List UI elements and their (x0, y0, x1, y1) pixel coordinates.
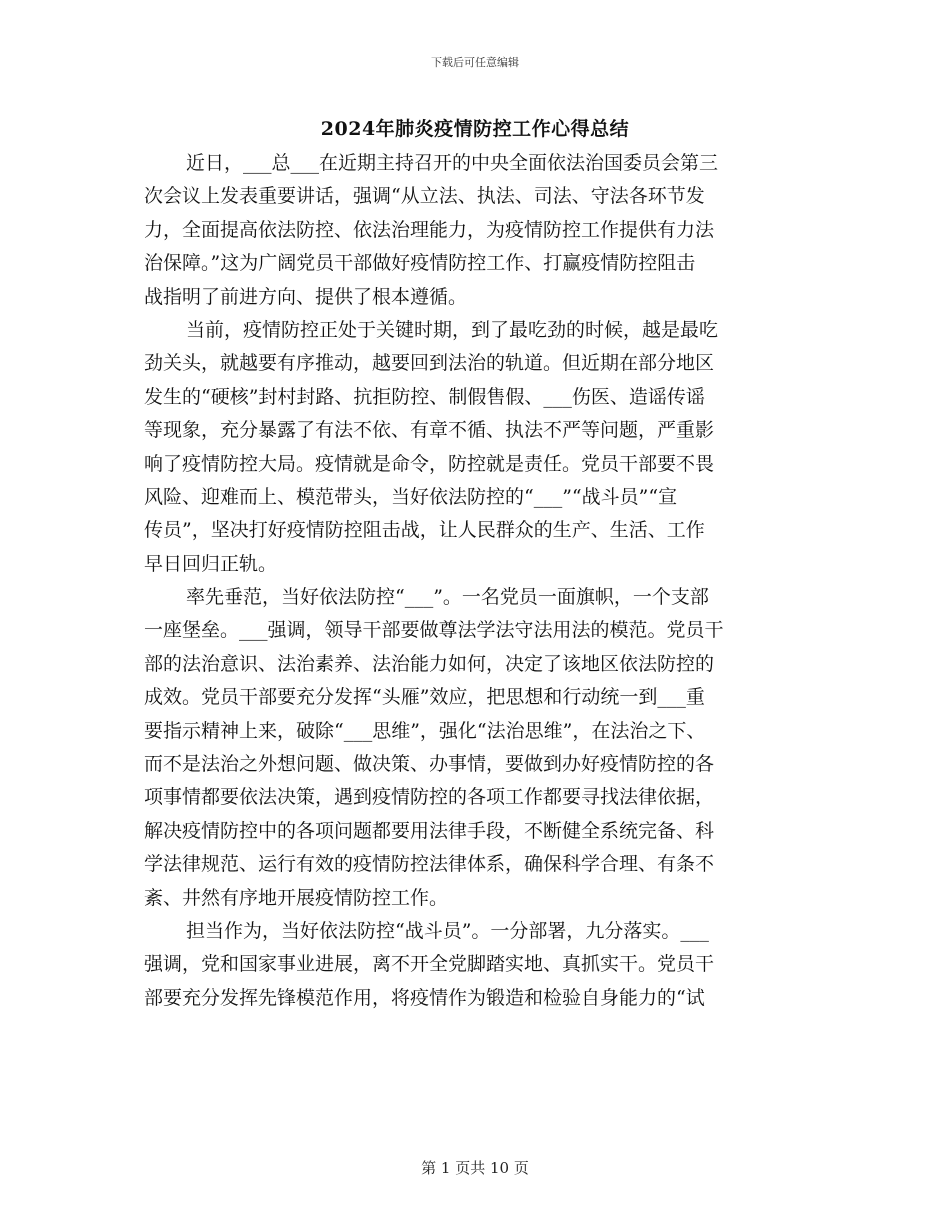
text-line: 部要充分发挥先锋模范作用，将疫情作为锻造和检验自身能力的“试 (144, 986, 705, 1009)
text-line: 要指示精神上来，破除“___思维”，强化“法治思维”，在法治之下、 (144, 719, 706, 742)
text-line: 传员”，坚决打好疫情防控阻击战，让人民群众的生产、生活、工作 (144, 519, 705, 542)
text-line: 等现象，充分暴露了有法不依、有章不循、执法不严等问题，严重影 (144, 419, 715, 442)
text-line: 风险、迎难而上、模范带头，当好依法防控的“___”“战斗员”“宣 (144, 485, 678, 508)
text-line: 强调，党和国家事业进展，离不开全党脚踏实地、真抓实干。党员干 (144, 953, 715, 976)
text-line: 紊、井然有序地开展疫情防控工作。 (144, 886, 449, 909)
text-line: 解决疫情防控中的各项问题都要用法律手段，不断健全系统完备、科 (144, 819, 715, 842)
text-line: 学法律规范、运行有效的疫情防控法律体系，确保科学合理、有条不 (144, 853, 715, 876)
text-line: 响了疫情防控大局。疫情就是命令，防控就是责任。党员干部要不畏 (144, 452, 715, 475)
text-line: 率先垂范，当好依法防控“___”。一名党员一面旗帜，一个支部 (186, 586, 709, 609)
text-line: 担当作为，当好依法防控“战斗员”。一分部署，九分落实。___ (186, 919, 709, 942)
text-line: 一座堡垒。___强调，领导干部要做尊法学法守法用法的模范。党员干 (144, 619, 724, 642)
header-note: 下载后可任意编辑 (431, 56, 519, 69)
document-body (144, 147, 816, 1015)
text-line: 部的法治意识、法治素养、法治能力如何，决定了该地区依法防控的 (144, 652, 715, 675)
page-footer: 第 1 页共 10 页 (421, 1159, 529, 1177)
text-line: 成效。党员干部要充分发挥“头雁”效应，把思想和行动统一到___重 (144, 686, 705, 709)
text-line: 而不是法治之外想问题、做决策、办事情，要做到办好疫情防控的各 (144, 753, 715, 776)
text-line: 项事情都要依法决策，遇到疫情防控的各项工作都要寻找法律依据， (144, 786, 715, 809)
text-line: 力，全面提高依法防控、依法治理能力，为疫情防控工作提供有力法 (144, 218, 715, 241)
text-line: 治保障。”这为广阔党员干部做好疫情防控工作、打赢疫情防控阻击 (144, 252, 696, 275)
text-line: 当前，疫情防控正处于关键时期，到了最吃劲的时候，越是最吃 (186, 318, 719, 341)
text-line: 近日，___总___在近期主持召开的中央全面依法治国委员会第三 (186, 152, 719, 174)
text-line: 发生的“硬核”封村封路、抗拒防控、制假售假、___伤医、造谣传谣 (144, 385, 705, 408)
text-line: 次会议上发表重要讲话，强调“从立法、执法、司法、守法各环节发 (144, 185, 705, 208)
document-title: 2024年肺炎疫情防控工作心得总结 (320, 118, 630, 140)
text-line: 早日回归正轨。 (144, 552, 278, 575)
text-line: 劲关头，就越要有序推动，越要回到法治的轨道。但近期在部分地区 (144, 352, 715, 375)
text-line: 战指明了前进方向、提供了根本遵循。 (144, 285, 468, 308)
